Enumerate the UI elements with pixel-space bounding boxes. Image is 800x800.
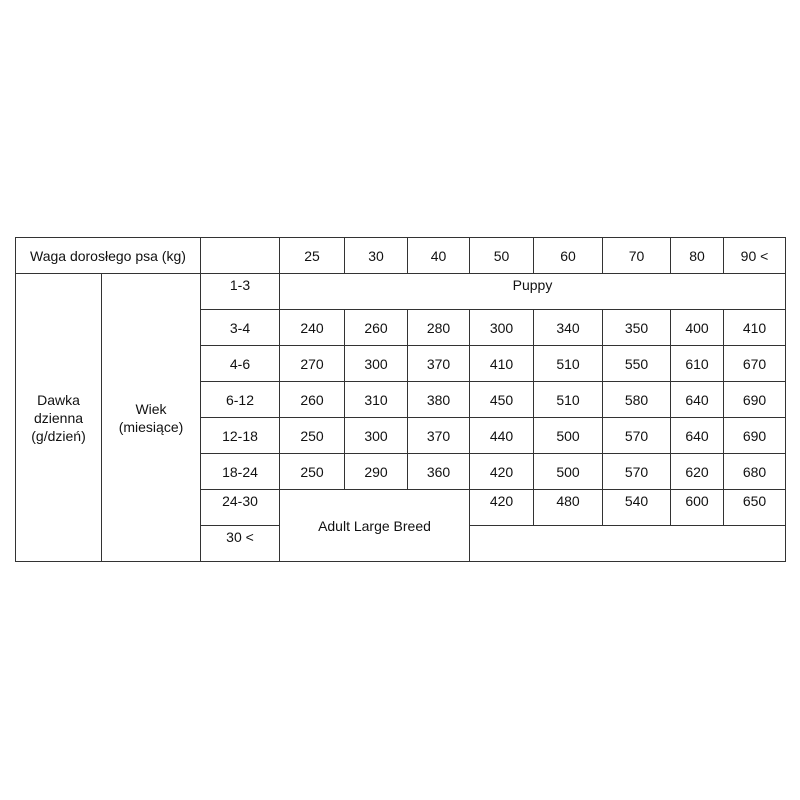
dose-cell: 500 xyxy=(534,454,603,490)
dose-cell: 570 xyxy=(603,418,671,454)
dose-cell: 260 xyxy=(280,382,345,418)
weight-header-label: Waga dorosłego psa (kg) xyxy=(16,238,201,274)
dose-cell: 340 xyxy=(534,310,603,346)
dose-cell: 420 xyxy=(470,490,534,526)
age-cell: 3-4 xyxy=(201,310,280,346)
header-row xyxy=(16,238,786,274)
dose-label: Dawka dzienna (g/dzień) xyxy=(16,274,102,562)
puppy-label: Puppy xyxy=(280,274,786,310)
dose-cell: 380 xyxy=(408,382,470,418)
dose-cell: 240 xyxy=(280,310,345,346)
empty-header-cell xyxy=(201,238,280,274)
dose-cell: 360 xyxy=(408,454,470,490)
dose-cell: 690 xyxy=(724,382,786,418)
dose-cell: 600 xyxy=(671,490,724,526)
dose-cell: 260 xyxy=(345,310,408,346)
dose-cell: 290 xyxy=(345,454,408,490)
dose-cell: 570 xyxy=(603,454,671,490)
dose-cell: 510 xyxy=(534,382,603,418)
dose-cell: 610 xyxy=(671,346,724,382)
weight-70: 70 xyxy=(603,238,671,274)
dose-cell: 250 xyxy=(280,454,345,490)
age-cell: 6-12 xyxy=(201,382,280,418)
age-cell: 1-3 xyxy=(201,274,280,310)
dose-cell: 500 xyxy=(534,418,603,454)
weight-60: 60 xyxy=(534,238,603,274)
dose-cell: 640 xyxy=(671,418,724,454)
dose-cell: 280 xyxy=(408,310,470,346)
age-cell: 18-24 xyxy=(201,454,280,490)
dose-cell: 550 xyxy=(603,346,671,382)
dose-cell: 350 xyxy=(603,310,671,346)
dose-cell: 270 xyxy=(280,346,345,382)
dose-cell: 370 xyxy=(408,346,470,382)
feeding-table xyxy=(15,237,786,562)
dose-cell: 300 xyxy=(345,418,408,454)
dose-cell: 370 xyxy=(408,418,470,454)
dose-cell: 690 xyxy=(724,418,786,454)
dose-cell: 410 xyxy=(724,310,786,346)
weight-25: 25 xyxy=(280,238,345,274)
empty-cell xyxy=(470,526,786,562)
age-label: Wiek (miesiące) xyxy=(102,274,201,562)
dose-cell: 650 xyxy=(724,490,786,526)
adult-label: Adult Large Breed xyxy=(280,490,470,562)
weight-40: 40 xyxy=(408,238,470,274)
dose-cell: 680 xyxy=(724,454,786,490)
dose-cell: 510 xyxy=(534,346,603,382)
age-cell: 30 < xyxy=(201,526,280,562)
dose-cell: 400 xyxy=(671,310,724,346)
age-cell: 4-6 xyxy=(201,346,280,382)
weight-50: 50 xyxy=(470,238,534,274)
table-row xyxy=(16,274,786,310)
dose-cell: 420 xyxy=(470,454,534,490)
dose-cell: 640 xyxy=(671,382,724,418)
dose-cell: 310 xyxy=(345,382,408,418)
dose-cell: 480 xyxy=(534,490,603,526)
age-cell: 12-18 xyxy=(201,418,280,454)
dose-cell: 300 xyxy=(470,310,534,346)
dose-cell: 300 xyxy=(345,346,408,382)
dose-cell: 250 xyxy=(280,418,345,454)
dose-cell: 540 xyxy=(603,490,671,526)
weight-90-plus: 90 < xyxy=(724,238,786,274)
dose-cell: 410 xyxy=(470,346,534,382)
dose-cell: 620 xyxy=(671,454,724,490)
weight-30: 30 xyxy=(345,238,408,274)
weight-80: 80 xyxy=(671,238,724,274)
age-cell: 24-30 xyxy=(201,490,280,526)
dose-cell: 440 xyxy=(470,418,534,454)
dose-cell: 450 xyxy=(470,382,534,418)
dose-cell: 580 xyxy=(603,382,671,418)
dose-cell: 670 xyxy=(724,346,786,382)
